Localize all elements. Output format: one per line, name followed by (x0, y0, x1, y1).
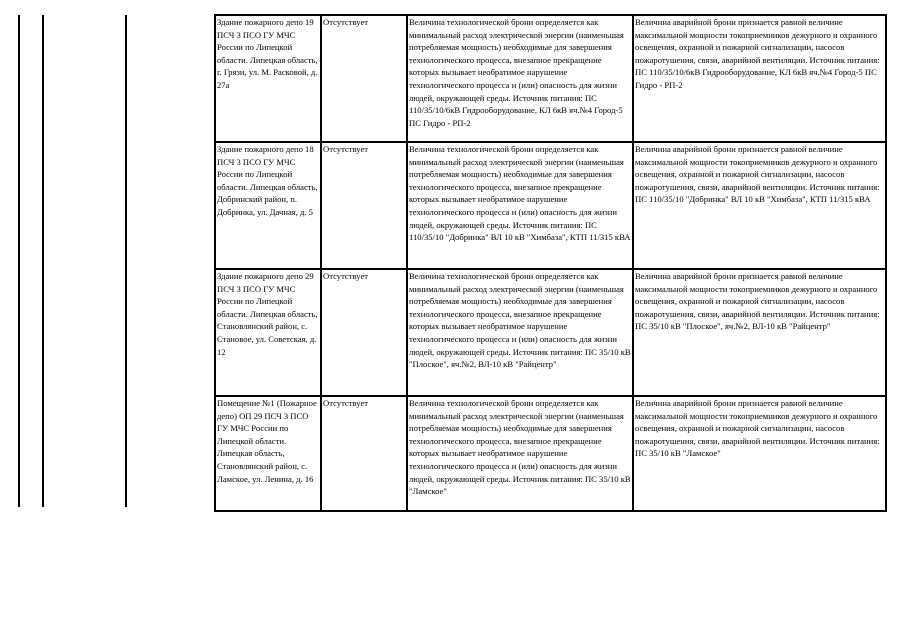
status-cell: Отсутствует (321, 396, 407, 511)
technological-reserve-cell: Величина технологической брони определяется как минимальный расход электрической энергии (наименьшая потребляемая мощность) необходимые для завершения технологического процесса, внезапное прекращение которых вызывает необратимое нарушение технологического процесса и (или) опасность для жизни людей, окружающей среды. Источник питания: ПС 35/10 кВ "Плоское", яч.№2, ВЛ-10 кВ "Райцентр" (407, 269, 633, 396)
left-margin-rule-2 (42, 15, 44, 507)
object-cell: Здание пожарного депо 29 ПСЧ 3 ПСО ГУ МЧС России по Липецкой области. Липецкая область, Становлянский район, с. Становое, ул. Советская, д. 12 (215, 269, 321, 396)
object-cell: Здание пожарного депо 18 ПСЧ 3 ПСО ГУ МЧС России по Липецкой области. Липецкая область, Добринский район, п. Добринка, ул. Дачная, д. 5 (215, 142, 321, 269)
table-row (215, 396, 886, 511)
table-row (215, 15, 886, 142)
table-row (215, 269, 886, 396)
emergency-reserve-cell: Величина аварийной брони признается равной величине максимальной мощности токоприемников дежурного и охранного освещения, охранной и пожарной сигнализации, насосов пожаротушения, связи, аварийной вентиляции. Источник питания: ПС 110/35/10 "Добринка" ВЛ 10 кВ "Химбаза", КТП 11/315 кВА (633, 142, 886, 269)
emergency-reserve-cell: Величина аварийной брони признается равной величине максимальной мощности токоприемников дежурного и охранного освещения, охранной и пожарной сигнализации, насосов пожаротушения, связи, аварийной вентиляции. Источник питания: ПС 110/35/10/6кВ Гидрооборудование, КЛ 6кВ яч.№4 Город-5 ПС Гидро - РП-2 (633, 15, 886, 142)
emergency-reserve-cell: Величина аварийной брони признается равной величине максимальной мощности токоприемников дежурного и охранного освещения, охранной и пожарной сигнализации, насосов пожаротушения, связи, аварийной вентиляции. Источник питания: ПС 35/10 кВ "Плоское", яч.№2, ВЛ-10 кВ "Райцентр" (633, 269, 886, 396)
status-cell: Отсутствует (321, 15, 407, 142)
object-cell: Здание пожарного депо 19 ПСЧ 3 ПСО ГУ МЧС России по Липецкой области. Липецкая область, г. Грязи, ул. М. Расковой, д. 27а (215, 15, 321, 142)
power-reserve-table (214, 14, 887, 512)
status-cell: Отсутствует (321, 142, 407, 269)
technological-reserve-cell: Величина технологической брони определяется как минимальный расход электрической энергии (наименьшая потребляемая мощность) необходимые для завершения технологического процесса, внезапное прекращение которых вызывает необратимое нарушение технологического процесса и (или) опасность для жизни людей, окружающей среды. Источник питания: ПС 110/35/10 "Добринка" ВЛ 10 кВ "Химбаза", КТП 11/315 кВА (407, 142, 633, 269)
emergency-reserve-cell: Величина аварийной брони признается равной величине максимальной мощности токоприемников дежурного и охранного освещения, охранной и пожарной сигнализации, насосов пожаротушения, связи, аварийной вентиляции. Источник питания: ПС 35/10 кВ "Ламское" (633, 396, 886, 511)
technological-reserve-cell: Величина технологической брони определяется как минимальный расход электрической энергии (наименьшая потребляемая мощность) необходимые для завершения технологического процесса, внезапное прекращение которых вызывает необратимое нарушение технологического процесса и (или) опасность для жизни людей, окружающей среды. Источник питания: ПС 110/35/10/6кВ Гидрооборудование, КЛ 6кВ яч.№4 Город-5 ПС Гидро - РП-2 (407, 15, 633, 142)
left-margin-rule-1 (18, 15, 20, 507)
table-row (215, 142, 886, 269)
status-cell: Отсутствует (321, 269, 407, 396)
technological-reserve-cell: Величина технологической брони определяется как минимальный расход электрической энергии (наименьшая потребляемая мощность) необходимые для завершения технологического процесса, внезапное прекращение которых вызывает необратимое нарушение технологического процесса и (или) опасность для жизни людей, окружающей среды. Источник питания: ПС 35/10 кВ "Ламское" (407, 396, 633, 511)
object-cell: Помещение №1 (Пожарное депо) ОП 29 ПСЧ 3 ПСО ГУ МЧС России по Липецкой области. Липецкая область, Становлянский район, с. Ламское, ул. Ленина, д. 16 (215, 396, 321, 511)
left-margin-rule-3 (125, 15, 127, 507)
